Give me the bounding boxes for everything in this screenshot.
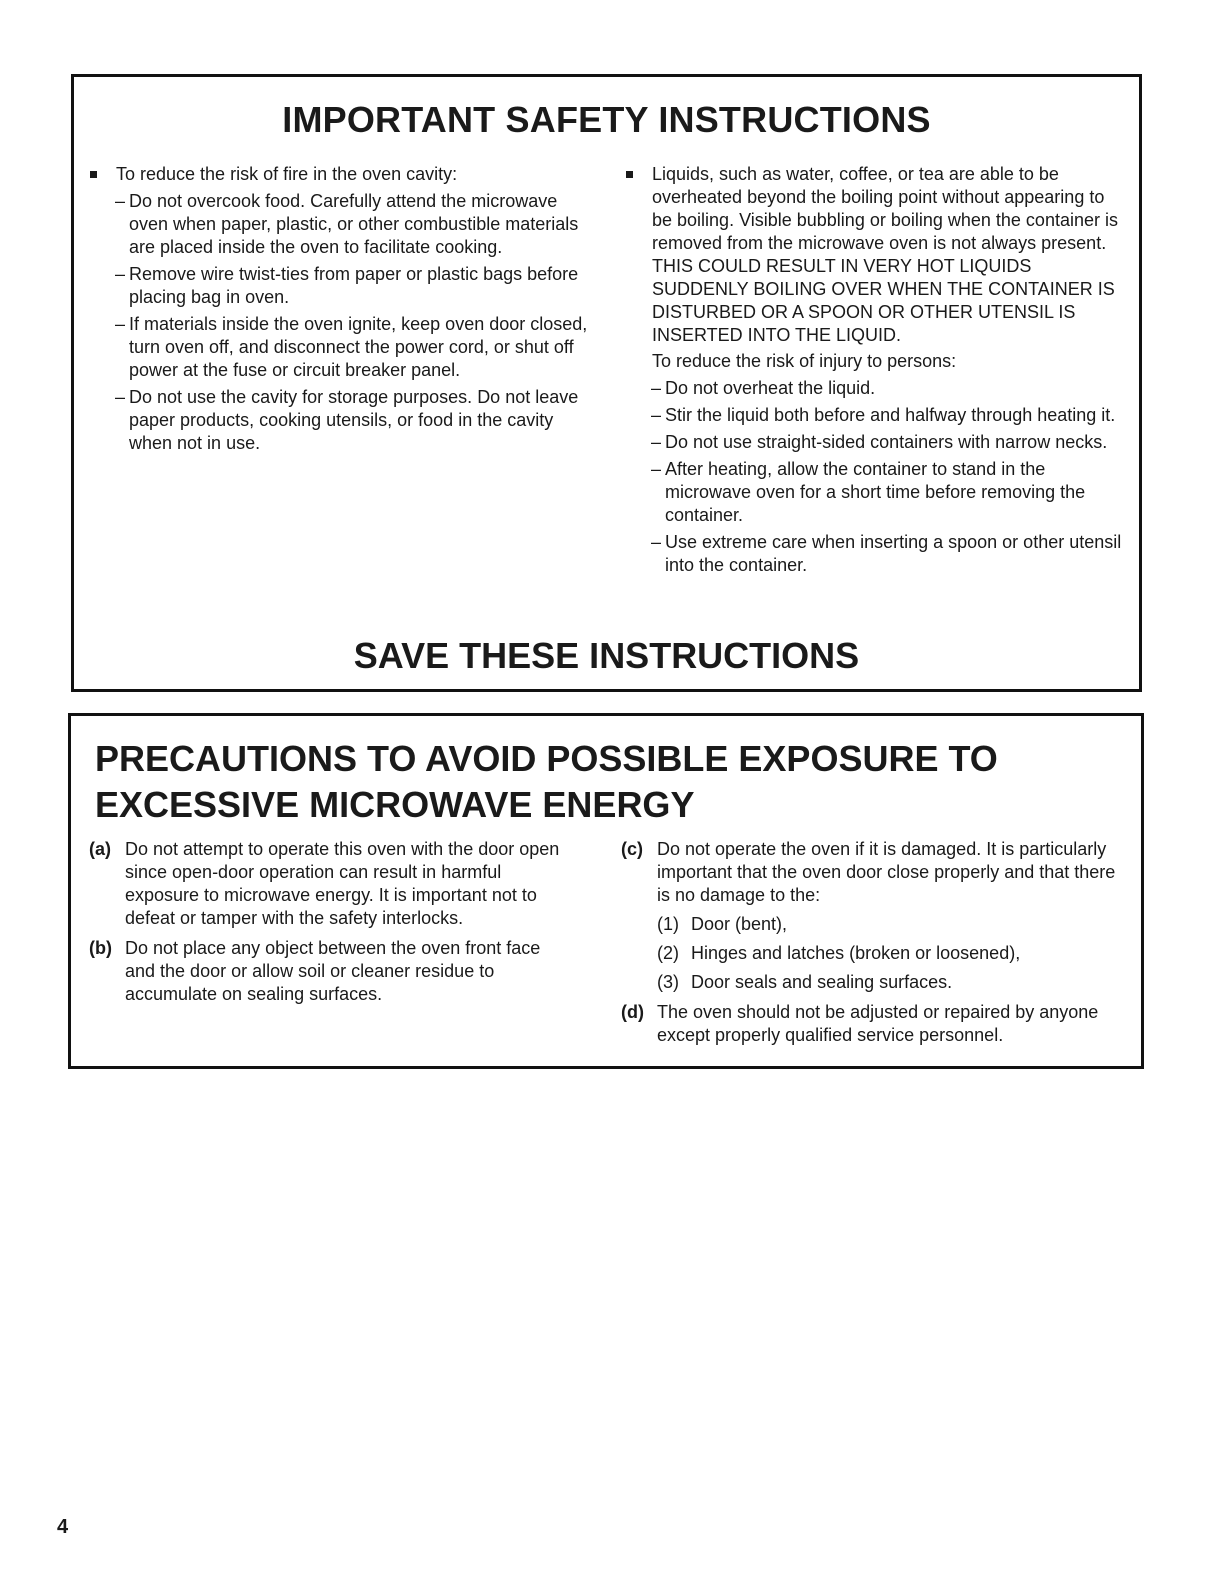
damage-item: (1) Door (bent), [657,914,788,934]
save-instructions-title: SAVE THESE INSTRUCTIONS [353,635,860,676]
damage-item: (3) Door seals and sealing surfaces. [657,972,953,992]
fire-risk-item: – If materials inside the oven ignite, keep oven door closed, turn oven off, and disconnect the power cord, or shut off power at the fuse or circuit breaker panel. [115,314,588,380]
safety-instructions-box [71,74,1142,692]
precautions-title: PRECAUTIONS TO AVOID POSSIBLE EXPOSURE TO EXCESSIVE MICROWAVE ENERGY [95,738,998,825]
precaution-c: (c) Do not operate the oven if it is damaged. It is particularly important that the oven door close properly and that there is no damage to the: (1) Door (bent), (2) Hinges and latches (broken or loosened), (3) Door seals and sealing surfaces. [621,838,1121,994]
fire-risk-bullet: To reduce the risk of fire in the oven cavity: [88,163,588,186]
fire-risk-item: – Do not overcook food. Carefully attend the microwave oven when paper, plastic, or other combustible materials are placed inside the oven to facilitate cooking. [115,191,579,257]
injury-item: – Stir the liquid both before and halfway through heating it. [651,405,1116,425]
injury-item: – After heating, allow the container to stand in the microwave oven for a short time before removing the container. [651,459,1086,525]
injury-intro: To reduce the risk of injury to persons: [652,351,957,371]
safety-right-column [624,163,1124,577]
injury-item: – Use extreme care when inserting a spoon or other utensil into the container. [651,532,1122,575]
liquids-bullet: Liquids, such as water, coffee, or tea are able to be overheated beyond the boiling point without appearing to be boiling. Visible bubbling or boiling when the container is removed from the microwave oven is not always present. THIS COULD RESULT IN VERY HOT LIQUIDS SUDDENLY BOILING OVER WHEN THE CONTAINER IS DISTURBED OR A SPOON OR OTHER UTENSIL IS INSERTED INTO THE LIQUID. [624,163,1124,347]
precaution-b: (b) Do not place any object between the oven front face and the door or allow soil or cleaner residue to accumulate on sealing surfaces. [89,938,541,1004]
precautions-right-column [621,838,1121,1054]
precautions-box [68,713,1144,1069]
damage-item: (2) Hinges and latches (broken or loosened), [657,943,1021,963]
precaution-d: (d) The oven should not be adjusted or repaired by anyone except properly qualified service personnel. [621,1002,1099,1045]
square-bullet-icon [626,171,633,178]
injury-item: – Do not use straight-sided containers with narrow necks. [651,432,1108,452]
fire-risk-item: – Remove wire twist-ties from paper or plastic bags before placing bag in oven. [115,264,579,307]
injury-item: – Do not overheat the liquid. [651,378,876,398]
fire-risk-item: – Do not use the cavity for storage purposes. Do not leave paper products, cooking utensils, or food in the cavity when not in use. [115,387,579,453]
safety-title: IMPORTANT SAFETY INSTRUCTIONS [282,99,931,140]
square-bullet-icon [90,171,97,178]
precaution-a: (a) Do not attempt to operate this oven with the door open since open-door operation can result in harmful exposure to microwave energy. It is important not to defeat or tamper with the safety interlocks. [89,839,560,928]
precautions-left-column [89,838,569,1013]
safety-left-column [88,163,588,455]
page-number: 4 [57,1516,69,1538]
